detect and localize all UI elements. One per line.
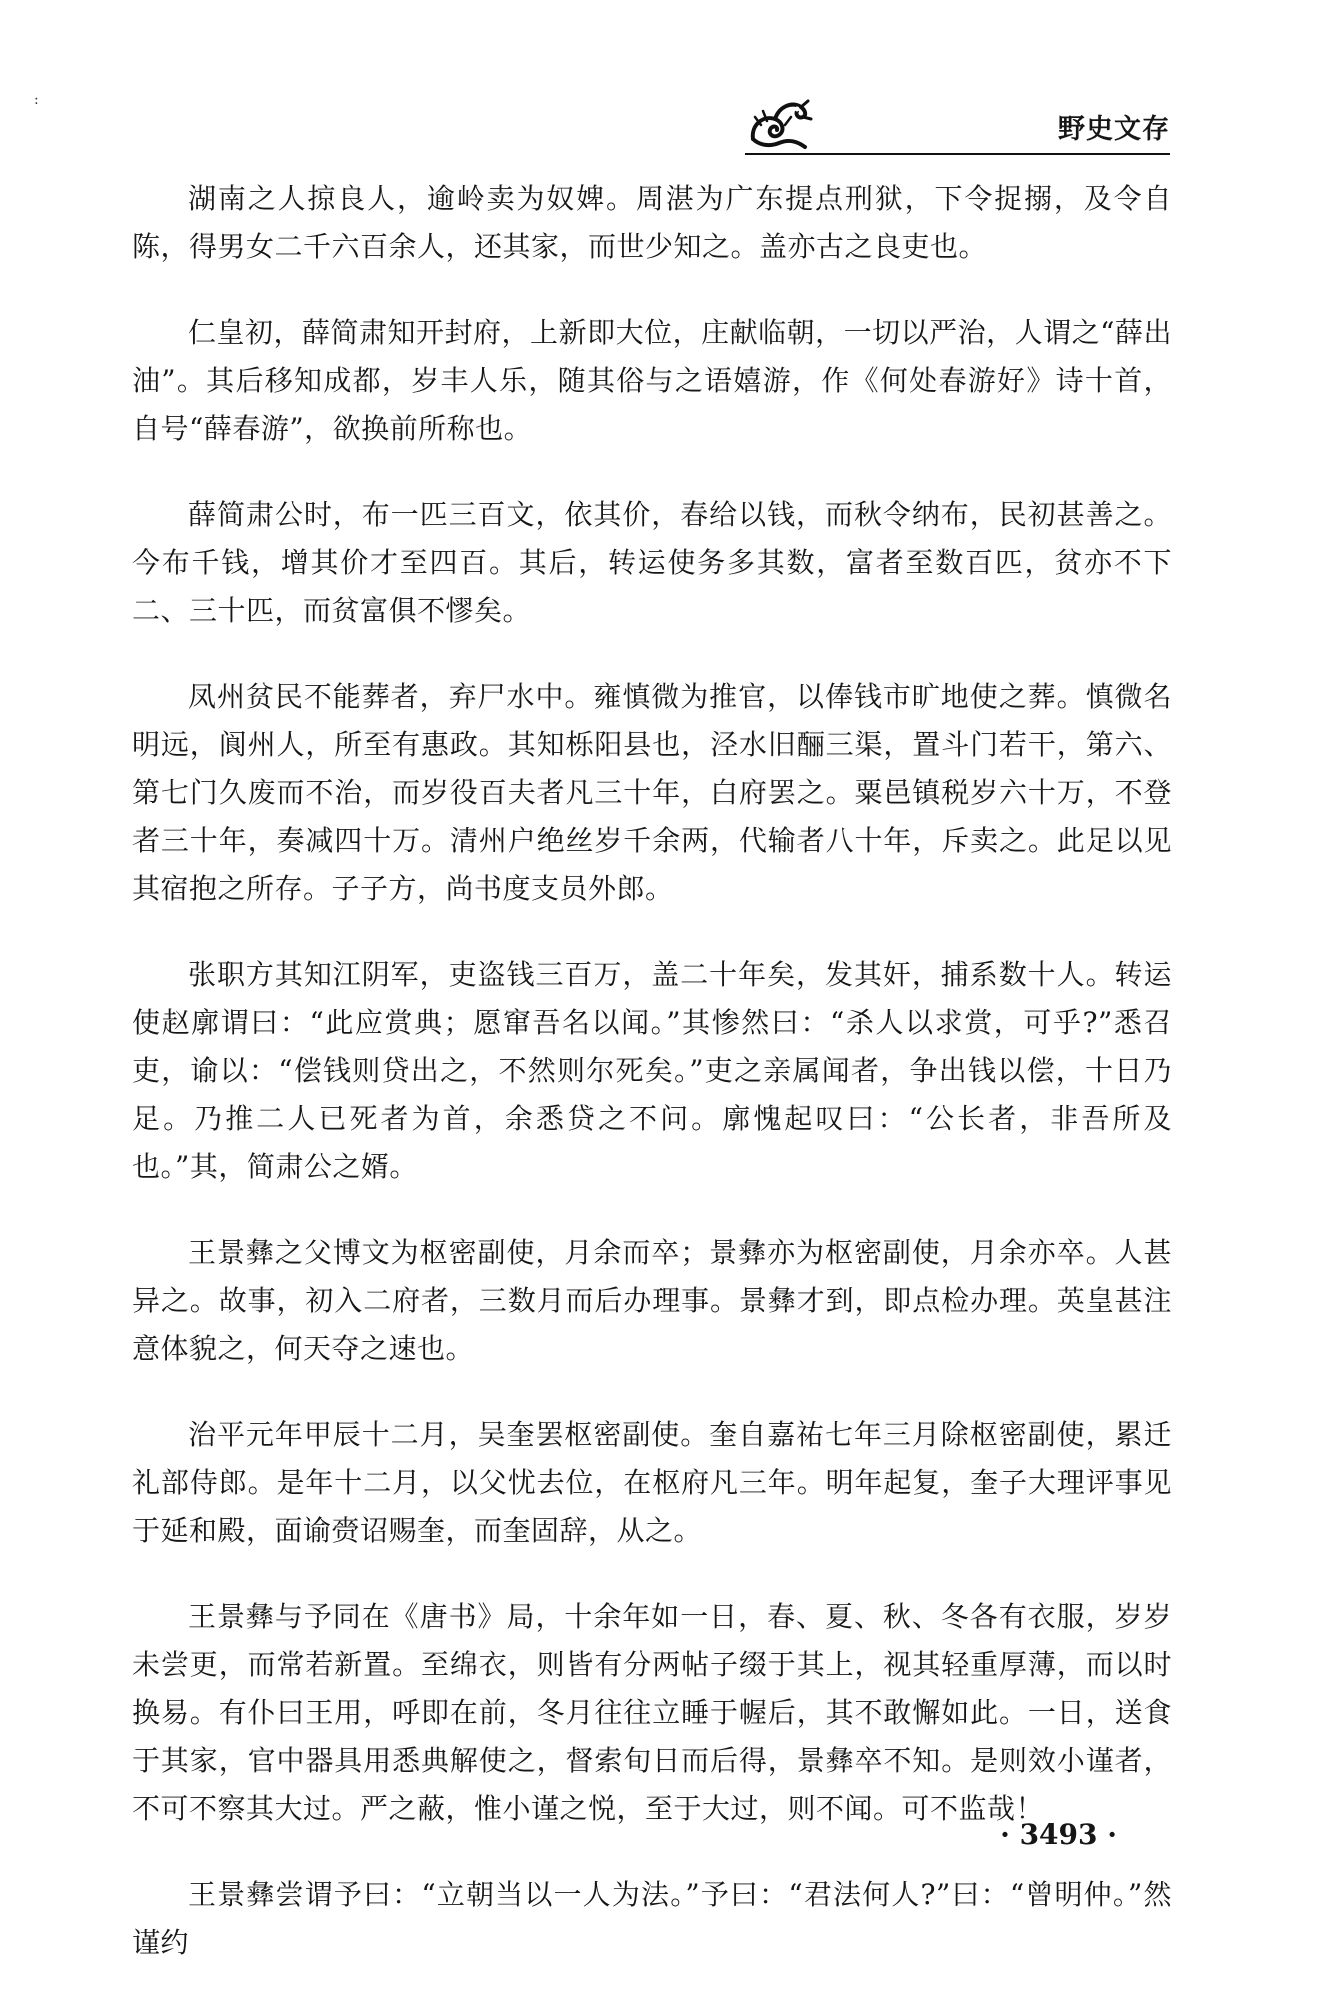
paragraph: 张职方其知江阴军，吏盗钱三百万，盖二十年矣，发其奸，捕系数十人。转运使赵廓谓曰：“此应赏典；愿窜吾名以闻。”其惨然曰：“杀人以求赏，可乎?”悉召吏，谕以：“偿钱则贷出之，不然则尔死矣。”吏之亲属闻者，争出钱以偿，十日乃足。乃推二人已死者为首，余悉贷之不问。廓愧起叹曰：“公长者，非吾所及也。”其，简肃公之婿。 bbox=[132, 958, 1172, 1183]
running-header-title: 野史文存 bbox=[1058, 114, 1170, 145]
paragraph: 薛简肃公时，布一匹三百文，依其价，春给以钱，而秋令纳布，民初甚善之。今布千钱，增其价才至四百。其后，转运使务多其数，富者至数百匹，贫亦不下二、三十匹，而贫富俱不憀矣。 bbox=[132, 498, 1172, 627]
scan-mark: : bbox=[34, 92, 39, 108]
paragraph: 王景彝尝谓予曰：“立朝当以一人为法。”予曰：“君法何人?”曰：“曾明仲。”然谨约 bbox=[132, 1878, 1172, 1959]
body-text bbox=[132, 175, 1172, 2005]
paragraph: 仁皇初，薛简肃知开封府，上新即大位，庄献临朝，一切以严治，人谓之“薛出油”。其后移知成都，岁丰人乐，随其俗与之语嬉游，作《何处春游好》诗十首，自号“薛春游”，欲换前所称也。 bbox=[132, 316, 1172, 445]
page-number: · 3493 · bbox=[1000, 1818, 1117, 1851]
paragraph: 凤州贫民不能葬者，弃尸水中。雍慎微为推官，以俸钱市旷地使之葬。慎微名明远，阆州人，所至有惠政。其知栎阳县也，泾水旧酾三渠，置斗门若干，第六、第七门久废而不治，而岁役百夫者凡三十年，白府罢之。粟邑镇税岁六十万，不登者三十年，奏减四十万。清州户绝丝岁千余两，代输者八十年，斥卖之。此足以见其宿抱之所存。子子方，尚书度支员外郎。 bbox=[132, 680, 1172, 905]
paragraph: 王景彝之父博文为枢密副使，月余而卒；景彝亦为枢密副使，月余亦卒。人甚异之。故事，初入二府者，三数月而后办理事。景彝才到，即点检办理。英皇甚注意体貌之，何天夺之速也。 bbox=[132, 1236, 1172, 1365]
paragraph: 王景彝与予同在《唐书》局，十余年如一日，春、夏、秋、冬各有衣服，岁岁未尝更，而常若新置。至绵衣，则皆有分两帖子缀于其上，视其轻重厚薄，而以时换易。有仆曰王用，呼即在前，冬月往往立睡于幄后，其不敢懈如此。一日，送食于其家，官中器具用悉典解使之，督索旬日而后得，景彝卒不知。是则效小谨者，不可不察其大过。严之蔽，惟小谨之悦，至于大过，则不闻。可不监哉！ bbox=[132, 1600, 1172, 1825]
paragraph: 治平元年甲辰十二月，吴奎罢枢密副使。奎自嘉祐七年三月除枢密副使，累迁礼部侍郎。是年十二月，以父忧去位，在枢府凡三年。明年起复，奎子大理评事见于延和殿，面谕赍诏赐奎，而奎固辞，从之。 bbox=[132, 1418, 1172, 1547]
paragraph: 湖南之人掠良人，逾岭卖为奴婢。周湛为广东提点刑狱，下令捉搦，及令自陈，得男女二千六百余人，还其家，而世少知之。盖亦古之良吏也。 bbox=[132, 182, 1172, 263]
running-header bbox=[745, 95, 1170, 155]
dragon-emblem-icon bbox=[745, 95, 815, 155]
header-rule bbox=[745, 153, 1170, 155]
